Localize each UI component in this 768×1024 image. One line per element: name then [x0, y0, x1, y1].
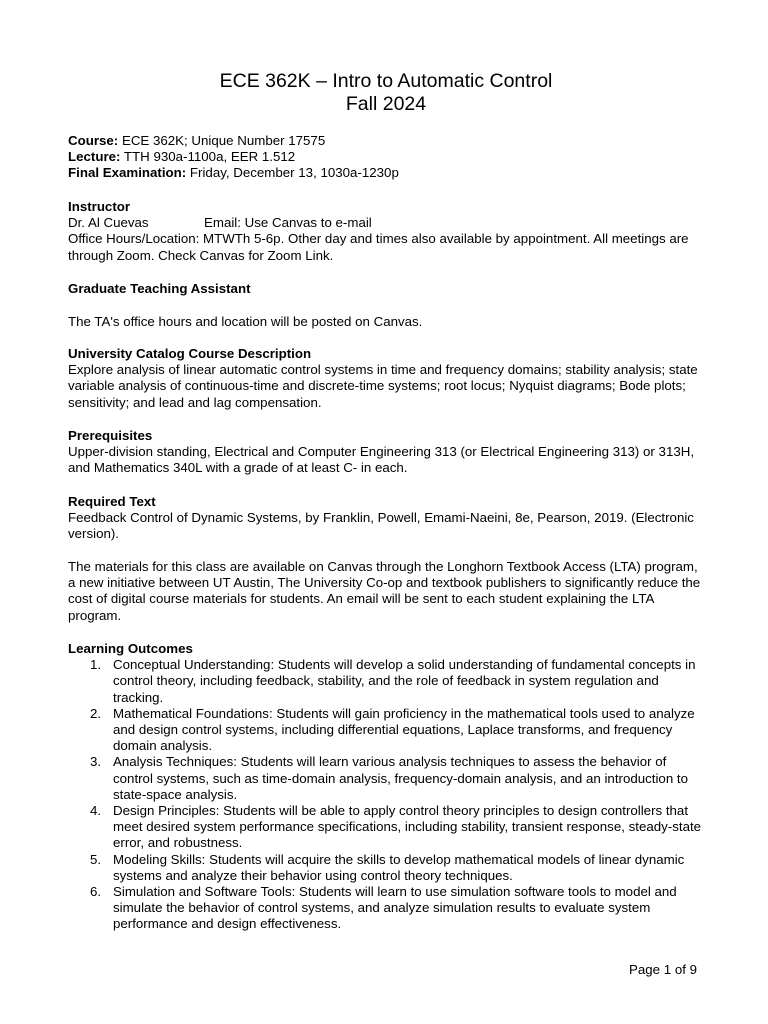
catalog-section — [68, 346, 704, 411]
instructor-contact-line — [68, 215, 704, 231]
lecture-value: TTH 930a-1100a, EER 1.512 — [120, 149, 296, 165]
list-item-text: Mathematical Foundations: Students will gain proficiency in the mathematical tools used to analyze and design control systems, including differential equations, Laplace transforms, and frequency domain analysis. — [113, 705, 695, 754]
ta-section — [68, 281, 704, 297]
document-title — [68, 70, 704, 116]
office-hours: Office Hours/Location: MTWTh 5-6p. Other day and times also available by appointment. All meetings are through Zoom. Check Canvas for Zoom Link. — [68, 231, 689, 263]
page-number: Page 1 of 9 — [629, 962, 698, 977]
list-item-text: Conceptual Understanding: Students will develop a solid understanding of fundamental concepts in control theory, including feedback, stability, and the role of feedback in system regulation and tracking. — [113, 657, 696, 705]
list-item-number: 5. — [90, 851, 102, 867]
catalog-text: Explore analysis of linear automatic control systems in time and frequency domains; stability analysis; state variable analysis of continuous-time and discrete-time systems; root locus; Nyquist diagrams; Bode plots; sensitivity; and lead and lag compensation. — [68, 362, 698, 410]
list-item-text: Simulation and Software Tools: Students will learn to use simulation software tools to model and simulate the behavior of control systems, and analyze simulation results to evaluate system performance and design effectiveness. — [113, 884, 677, 932]
list-item-number: 3. — [90, 754, 102, 770]
required-text-section — [68, 494, 704, 543]
course-line — [68, 133, 704, 149]
catalog-heading: University Catalog Course Description — [68, 346, 312, 361]
course-label: Course: — [68, 133, 119, 148]
course-value: ECE 362K; Unique Number 17575 — [118, 133, 326, 148]
ta-heading: Graduate Teaching Assistant — [68, 281, 251, 296]
instructor-heading: Instructor — [68, 199, 131, 214]
semester-title: Fall 2024 — [345, 93, 427, 115]
list-item — [68, 884, 704, 933]
learning-outcomes-list — [68, 657, 704, 932]
final-exam-line — [68, 165, 704, 181]
list-item — [68, 706, 704, 755]
instructor-email: Email: Use Canvas to e-mail — [204, 215, 372, 231]
list-item-text: Analysis Techniques: Students will learn various analysis techniques to assess the behavior of control systems, such as time-domain analysis, frequency-domain analysis, and an introduction to state-space analysis. — [113, 754, 688, 802]
final-exam-label: Final Examination: — [68, 165, 187, 181]
list-item — [68, 657, 704, 706]
list-item — [68, 852, 704, 884]
lta-text: The materials for this class are available on Canvas through the Longhorn Textbook Access (LTA) program, a new initiative between UT Austin, The University Co-op and textbook publishers to significantly reduce the cost of digital course materials for students. An email will be sent to each student explaining the LTA program. — [68, 559, 701, 623]
ta-text: The TA's office hours and location will be posted on Canvas. — [68, 314, 423, 329]
course-title: ECE 362K – Intro to Automatic Control — [219, 70, 553, 92]
list-item-number: 2. — [90, 705, 102, 721]
prerequisites-text: Upper-division standing, Electrical and Computer Engineering 313 (or Electrical Engineering 313) or 313H, and Mathematics 340L with a grade of at least C- in each. — [68, 444, 695, 476]
list-item-number: 1. — [90, 657, 102, 673]
final-exam-value: Friday, December 13, 1030a-1230p — [186, 165, 399, 181]
instructor-section — [68, 199, 704, 264]
ta-info — [68, 314, 704, 330]
list-item-number: 6. — [90, 884, 102, 900]
course-info — [68, 133, 704, 182]
lecture-line — [68, 149, 704, 165]
required-text-heading: Required Text — [68, 494, 156, 509]
prerequisites-heading: Prerequisites — [68, 428, 153, 443]
list-item-text: Design Principles: Students will be able to apply control theory principles to design controllers that meet desired system performance specifications, including stability, transient response, steady-state error, and robustness. — [113, 803, 702, 851]
required-text-book: Feedback Control of Dynamic Systems, by Franklin, Powell, Emami-Naeini, 8e, Pearson, 2019. (Electronic version). — [68, 510, 694, 542]
learning-outcomes-section — [68, 641, 704, 933]
lta-section — [68, 559, 704, 624]
instructor-name: Dr. Al Cuevas — [68, 215, 149, 231]
prerequisites-section — [68, 428, 704, 477]
list-item — [68, 754, 704, 803]
list-item — [68, 803, 704, 852]
learning-outcomes-heading: Learning Outcomes — [68, 641, 193, 656]
list-item-number: 4. — [90, 803, 102, 819]
list-item-text: Modeling Skills: Students will acquire the skills to develop mathematical models of linear dynamic systems and analyze their behavior using control theory techniques. — [113, 851, 685, 883]
lecture-label: Lecture: — [68, 149, 121, 165]
